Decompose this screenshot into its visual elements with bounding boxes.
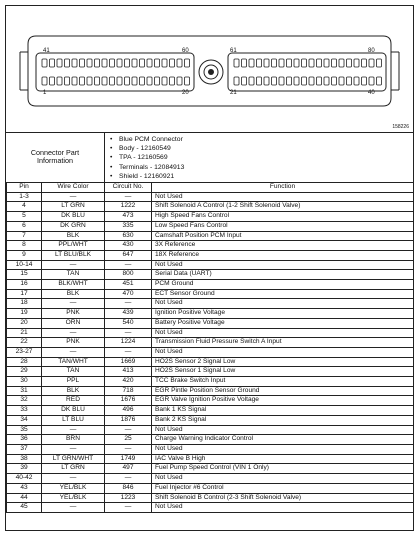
- pin-cavity: [287, 59, 292, 67]
- cell-pin: 23-27: [7, 347, 42, 357]
- cell-circuit-no: 473: [105, 212, 152, 222]
- cell-function: High Speed Fans Control: [152, 212, 414, 222]
- cell-pin: 16: [7, 280, 42, 290]
- table-row: [7, 309, 414, 319]
- cell-function: Ignition Positive Voltage: [152, 309, 414, 319]
- cell-function: Not Used: [152, 347, 414, 357]
- cell-pin: 7: [7, 231, 42, 241]
- pin-cavity: [302, 77, 307, 85]
- pin-cavity: [309, 59, 314, 67]
- table-row: [7, 347, 414, 357]
- cell-function: Not Used: [152, 328, 414, 338]
- cell-pin: 6: [7, 221, 42, 231]
- pin-cavity: [287, 77, 292, 85]
- table-row: [7, 474, 414, 484]
- cell-pin: 32: [7, 396, 42, 406]
- table-row: [7, 318, 414, 328]
- cell-function: Shift Solenoid B Control (2-3 Shift Solenoid Valve): [152, 493, 414, 503]
- pin-cavity: [132, 59, 137, 67]
- table-row: [7, 454, 414, 464]
- pin-label-40: 40: [368, 90, 375, 96]
- cell-wire-color: PNK: [42, 338, 105, 348]
- connector-info-item: • Body - 12160549: [110, 144, 184, 153]
- table-row: [7, 202, 414, 212]
- cell-pin: 18: [7, 299, 42, 309]
- cell-wire-color: —: [42, 299, 105, 309]
- table-row: [7, 192, 414, 202]
- table-row: [7, 289, 414, 299]
- pin-cavity: [147, 59, 152, 67]
- pin-cavity: [242, 77, 247, 85]
- cell-wire-color: DK BLU: [42, 212, 105, 222]
- cell-wire-color: —: [42, 503, 105, 513]
- cell-circuit-no: —: [105, 474, 152, 484]
- cell-function: 18X Reference: [152, 250, 414, 260]
- pin-cavity: [242, 59, 247, 67]
- table-row: [7, 377, 414, 387]
- cell-pin: 5: [7, 212, 42, 222]
- pin-cavity: [155, 77, 160, 85]
- cell-function: Fuel Injector #6 Control: [152, 483, 414, 493]
- pin-cavity: [309, 77, 314, 85]
- cell-pin: 29: [7, 367, 42, 377]
- header-pin: Pin: [7, 183, 42, 193]
- cell-wire-color: PPL: [42, 377, 105, 387]
- pin-cavity: [362, 59, 367, 67]
- pin-cavity: [377, 77, 382, 85]
- cell-function: Transmission Fluid Pressure Switch A Input: [152, 338, 414, 348]
- pin-cavity: [324, 59, 329, 67]
- cell-pin: 33: [7, 406, 42, 416]
- pin-cavity: [302, 59, 307, 67]
- cell-function: Not Used: [152, 474, 414, 484]
- cell-wire-color: LT GRN: [42, 464, 105, 474]
- cell-wire-color: BLK: [42, 386, 105, 396]
- pin-label-80: 80: [368, 48, 375, 54]
- pin-cavity: [132, 77, 137, 85]
- cell-pin: 45: [7, 503, 42, 513]
- cell-pin: 31: [7, 386, 42, 396]
- cell-pin: 40-42: [7, 474, 42, 484]
- cell-circuit-no: 497: [105, 464, 152, 474]
- pin-cavity: [50, 77, 55, 85]
- cell-function: HO2S Sensor 1 Signal Low: [152, 367, 414, 377]
- pin-cavity: [279, 59, 284, 67]
- cell-pin: 17: [7, 289, 42, 299]
- table-row: [7, 503, 414, 513]
- cell-pin: 37: [7, 444, 42, 454]
- pin-cavity: [272, 77, 277, 85]
- cell-function: Charge Warning Indicator Control: [152, 435, 414, 445]
- cell-circuit-no: 451: [105, 280, 152, 290]
- connector-drawing: [6, 6, 413, 132]
- header-function: Function: [152, 183, 414, 193]
- cell-circuit-no: —: [105, 192, 152, 202]
- cell-function: EGR Valve Ignition Positive Voltage: [152, 396, 414, 406]
- table-row: [7, 212, 414, 222]
- pin-cavity: [155, 59, 160, 67]
- pin-cavity: [72, 59, 77, 67]
- pin-cavity: [317, 59, 322, 67]
- pin-cavity: [257, 77, 262, 85]
- pin-cavity: [117, 59, 122, 67]
- cell-circuit-no: 335: [105, 221, 152, 231]
- pin-cavity: [80, 59, 85, 67]
- cell-wire-color: BLK: [42, 231, 105, 241]
- pin-cavity: [170, 77, 175, 85]
- pinout-document: [5, 5, 414, 531]
- table-row: [7, 386, 414, 396]
- cell-function: Not Used: [152, 299, 414, 309]
- cell-circuit-no: —: [105, 503, 152, 513]
- cell-circuit-no: 1222: [105, 202, 152, 212]
- table-row: [7, 493, 414, 503]
- cell-wire-color: —: [42, 328, 105, 338]
- figure-id: 158226: [392, 124, 409, 130]
- table-row: [7, 396, 414, 406]
- pin-cavity: [347, 59, 352, 67]
- table-row: [7, 299, 414, 309]
- cell-function: IAC Valve B High: [152, 454, 414, 464]
- table-row: [7, 415, 414, 425]
- pin-cavity: [347, 77, 352, 85]
- cell-circuit-no: —: [105, 328, 152, 338]
- cell-wire-color: TAN: [42, 270, 105, 280]
- connector-info-list: [110, 135, 184, 181]
- cell-wire-color: —: [42, 444, 105, 454]
- cell-circuit-no: 1876: [105, 415, 152, 425]
- pin-cavity: [354, 59, 359, 67]
- pin-cavity: [140, 77, 145, 85]
- cell-wire-color: LT BLU: [42, 415, 105, 425]
- cell-pin: 19: [7, 309, 42, 319]
- pin-cavity: [177, 59, 182, 67]
- pin-cavity: [95, 77, 100, 85]
- pin-cavity: [257, 59, 262, 67]
- cell-wire-color: DK GRN: [42, 221, 105, 231]
- pin-cavity: [339, 59, 344, 67]
- cell-pin: 1-3: [7, 192, 42, 202]
- cell-circuit-no: 439: [105, 309, 152, 319]
- pin-cavity: [294, 59, 299, 67]
- cell-function: TCC Brake Switch Input: [152, 377, 414, 387]
- cell-function: Not Used: [152, 260, 414, 270]
- table-row: [7, 241, 414, 251]
- pinout-table: [6, 182, 414, 513]
- cell-pin: 38: [7, 454, 42, 464]
- cell-pin: 30: [7, 377, 42, 387]
- table-header-row: [7, 183, 414, 193]
- cell-circuit-no: —: [105, 444, 152, 454]
- pin-cavity: [332, 59, 337, 67]
- cell-wire-color: ORN: [42, 318, 105, 328]
- cell-pin: 35: [7, 425, 42, 435]
- pin-cavity: [140, 59, 145, 67]
- cell-wire-color: LT GRN/WHT: [42, 454, 105, 464]
- pin-cavity: [332, 77, 337, 85]
- pin-cavity: [264, 77, 269, 85]
- cell-wire-color: —: [42, 474, 105, 484]
- pin-cavity: [170, 59, 175, 67]
- table-row: [7, 464, 414, 474]
- pin-cavity: [354, 77, 359, 85]
- cell-function: Not Used: [152, 503, 414, 513]
- cell-function: Fuel Pump Speed Control (VIN 1 Only): [152, 464, 414, 474]
- cell-pin: 44: [7, 493, 42, 503]
- pin-cavity: [234, 59, 239, 67]
- cell-pin: 20: [7, 318, 42, 328]
- cell-function: ECT Sensor Ground: [152, 289, 414, 299]
- pin-cavity: [125, 59, 130, 67]
- pin-label-1: 1: [43, 90, 47, 96]
- pin-cavity: [324, 77, 329, 85]
- cell-circuit-no: 413: [105, 367, 152, 377]
- pin-cavity: [377, 59, 382, 67]
- pin-cavity: [369, 59, 374, 67]
- cell-pin: 9: [7, 250, 42, 260]
- cell-function: PCM Ground: [152, 280, 414, 290]
- table-row: [7, 338, 414, 348]
- cell-function: Camshaft Position PCM Input: [152, 231, 414, 241]
- cell-circuit-no: 1223: [105, 493, 152, 503]
- cell-pin: 10-14: [7, 260, 42, 270]
- cell-pin: 36: [7, 435, 42, 445]
- pin-cavity: [264, 59, 269, 67]
- cell-pin: 8: [7, 241, 42, 251]
- pin-cavity: [272, 59, 277, 67]
- pin-cavity: [87, 59, 92, 67]
- pin-cavity: [279, 77, 284, 85]
- pin-cavity: [95, 59, 100, 67]
- table-row: [7, 250, 414, 260]
- pin-cavity: [339, 77, 344, 85]
- cell-wire-color: —: [42, 260, 105, 270]
- pin-cavity: [57, 59, 62, 67]
- pin-cavity: [369, 77, 374, 85]
- pin-cavity: [249, 77, 254, 85]
- cell-wire-color: YEL/BLK: [42, 493, 105, 503]
- pin-label-60: 60: [182, 48, 189, 54]
- pin-cavity: [42, 59, 47, 67]
- cell-wire-color: —: [42, 347, 105, 357]
- cell-pin: 22: [7, 338, 42, 348]
- table-row: [7, 357, 414, 367]
- connector-info-item: • TPA - 12160569: [110, 153, 184, 162]
- cell-wire-color: PNK: [42, 309, 105, 319]
- pin-cavity: [294, 77, 299, 85]
- cell-wire-color: PPL/WHT: [42, 241, 105, 251]
- cell-pin: 21: [7, 328, 42, 338]
- cell-function: Battery Positive Voltage: [152, 318, 414, 328]
- cell-wire-color: TAN/WHT: [42, 357, 105, 367]
- cell-circuit-no: 846: [105, 483, 152, 493]
- table-row: [7, 280, 414, 290]
- cell-pin: 34: [7, 415, 42, 425]
- cell-function: Not Used: [152, 425, 414, 435]
- pin-cavity: [185, 77, 190, 85]
- header-wire-color: Wire Color: [42, 183, 105, 193]
- header-circuit-no: Circuit No.: [105, 183, 152, 193]
- connector-info-title-line1: Connector Part: [30, 148, 80, 157]
- table-body: [7, 192, 414, 512]
- cell-function: Low Speed Fans Control: [152, 221, 414, 231]
- pin-label-41: 41: [43, 48, 50, 54]
- pin-cavity: [177, 77, 182, 85]
- cell-wire-color: TAN: [42, 367, 105, 377]
- connector-info-item: • Terminals - 12084913: [110, 163, 184, 172]
- pin-cavity: [117, 77, 122, 85]
- cell-function: Serial Data (UART): [152, 270, 414, 280]
- cell-circuit-no: 420: [105, 377, 152, 387]
- connector-info-item: • Shield - 12160921: [110, 172, 184, 181]
- cell-circuit-no: 647: [105, 250, 152, 260]
- pin-cavity: [185, 59, 190, 67]
- cell-pin: 28: [7, 357, 42, 367]
- pin-label-21: 21: [230, 90, 237, 96]
- cell-function: HO2S Sensor 2 Signal Low: [152, 357, 414, 367]
- pin-cavity: [147, 77, 152, 85]
- table-row: [7, 367, 414, 377]
- table-row: [7, 483, 414, 493]
- pin-cavity: [72, 77, 77, 85]
- pin-cavity: [234, 77, 239, 85]
- cell-circuit-no: 496: [105, 406, 152, 416]
- cell-circuit-no: 470: [105, 289, 152, 299]
- cell-wire-color: YEL/BLK: [42, 483, 105, 493]
- table-row: [7, 270, 414, 280]
- pin-cavity: [162, 77, 167, 85]
- pin-label-20: 20: [182, 90, 189, 96]
- connector-info-title: [6, 132, 105, 182]
- cell-wire-color: LT GRN: [42, 202, 105, 212]
- pin-cavity: [102, 77, 107, 85]
- pin-cavity: [57, 77, 62, 85]
- cell-circuit-no: —: [105, 425, 152, 435]
- table-row: [7, 328, 414, 338]
- pin-cavity: [362, 77, 367, 85]
- cell-wire-color: RED: [42, 396, 105, 406]
- cell-circuit-no: 1676: [105, 396, 152, 406]
- cell-wire-color: DK BLU: [42, 406, 105, 416]
- pin-cavity: [42, 77, 47, 85]
- cell-wire-color: BRN: [42, 435, 105, 445]
- cell-circuit-no: 1224: [105, 338, 152, 348]
- connector-info-title-line2: Information: [37, 156, 73, 165]
- pin-cavity: [249, 59, 254, 67]
- table-row: [7, 435, 414, 445]
- cell-function: 3X Reference: [152, 241, 414, 251]
- cell-function: EGR Pintle Position Sensor Ground: [152, 386, 414, 396]
- cell-circuit-no: 540: [105, 318, 152, 328]
- pin-cavity: [80, 77, 85, 85]
- cell-function: Bank 1 KS Signal: [152, 406, 414, 416]
- pin-cavity: [162, 59, 167, 67]
- cell-wire-color: BLK: [42, 289, 105, 299]
- table-row: [7, 444, 414, 454]
- cell-circuit-no: 630: [105, 231, 152, 241]
- cell-function: Shift Solenoid A Control (1-2 Shift Solenoid Valve): [152, 202, 414, 212]
- cell-wire-color: BLK/WHT: [42, 280, 105, 290]
- cell-wire-color: —: [42, 192, 105, 202]
- cell-circuit-no: 1669: [105, 357, 152, 367]
- pin-cavity: [125, 77, 130, 85]
- cell-pin: 15: [7, 270, 42, 280]
- pin-cavity: [317, 77, 322, 85]
- pin-cavity: [50, 59, 55, 67]
- pin-cavity: [65, 77, 70, 85]
- pin-cavity: [65, 59, 70, 67]
- cell-pin: 4: [7, 202, 42, 212]
- cell-pin: 39: [7, 464, 42, 474]
- cell-circuit-no: —: [105, 347, 152, 357]
- cell-circuit-no: —: [105, 299, 152, 309]
- table-row: [7, 221, 414, 231]
- cell-wire-color: —: [42, 425, 105, 435]
- cell-function: Bank 2 KS Signal: [152, 415, 414, 425]
- cell-circuit-no: 1749: [105, 454, 152, 464]
- table-row: [7, 260, 414, 270]
- cell-circuit-no: 718: [105, 386, 152, 396]
- connector-info-item: • Blue PCM Connector: [110, 135, 184, 144]
- cell-function: Not Used: [152, 444, 414, 454]
- cell-circuit-no: —: [105, 260, 152, 270]
- pin-cavity: [110, 77, 115, 85]
- table-row: [7, 425, 414, 435]
- connector-part-info: [6, 132, 413, 183]
- cell-circuit-no: 25: [105, 435, 152, 445]
- pin-cavity: [110, 59, 115, 67]
- cell-wire-color: LT BLU/BLK: [42, 250, 105, 260]
- connector-diagram: [6, 6, 413, 133]
- cell-pin: 43: [7, 483, 42, 493]
- pin-cavity: [87, 77, 92, 85]
- cell-circuit-no: 800: [105, 270, 152, 280]
- table-row: [7, 231, 414, 241]
- cell-circuit-no: 430: [105, 241, 152, 251]
- table-row: [7, 406, 414, 416]
- cell-function: Not Used: [152, 192, 414, 202]
- pin-cavity: [102, 59, 107, 67]
- pin-label-61: 61: [230, 48, 237, 54]
